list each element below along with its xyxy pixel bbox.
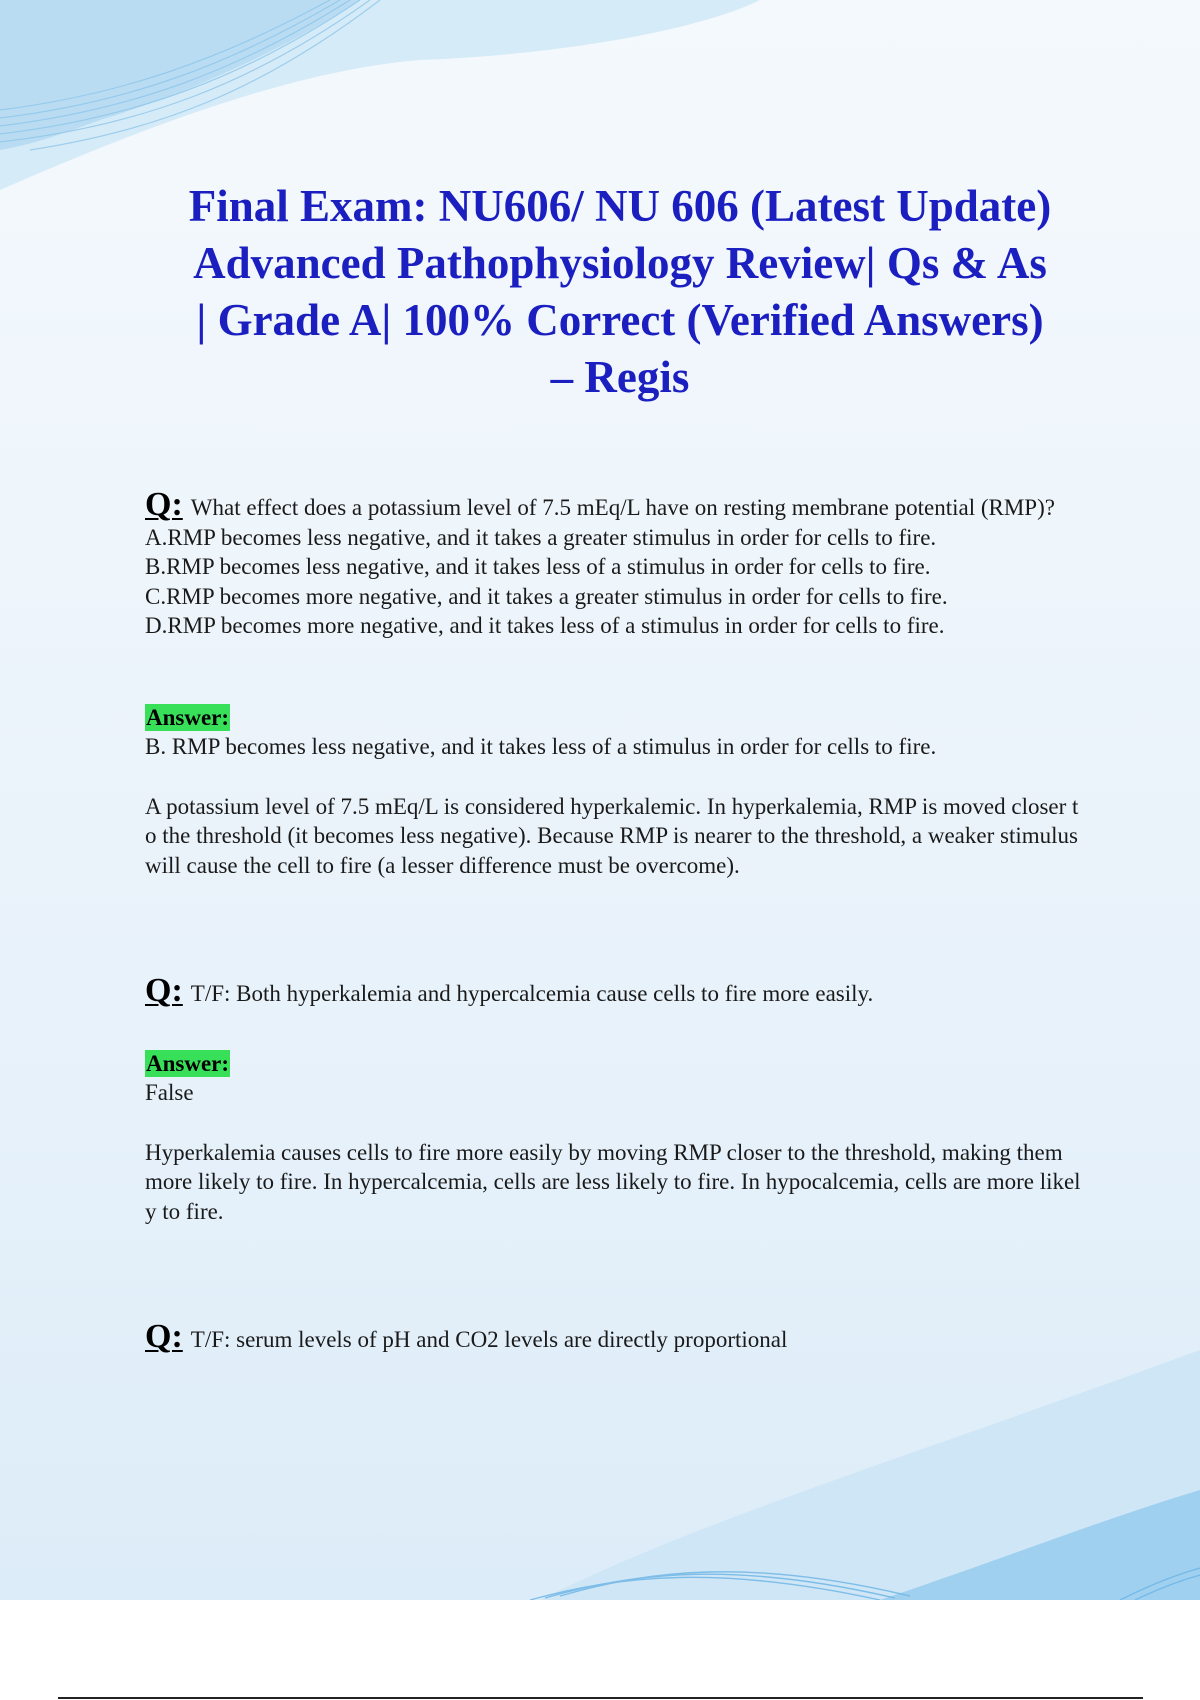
question-label: Q: <box>145 1318 183 1355</box>
question-text: T/F: serum levels of pH and CO2 levels are directly proportional <box>190 1327 788 1352</box>
question-block-3 <box>145 1318 1085 1355</box>
question-block-1 <box>145 486 1085 880</box>
answer-value: B. RMP becomes less negative, and it takes less of a stimulus in order for cells to fire. <box>145 734 937 759</box>
question-2 <box>145 972 1085 1009</box>
question-text: What effect does a potassium level of 7.5 mEq/L have on resting membrane potential (RMP)? <box>190 495 1055 520</box>
question-label: Q: <box>145 972 183 1009</box>
answer-value: False <box>145 1080 194 1105</box>
question-label: Q: <box>145 486 183 523</box>
answer-option-c: C.RMP becomes more negative, and it takes a greater stimulus in order for cells to fire. <box>145 583 948 609</box>
question-1 <box>145 486 1085 523</box>
document-title: Final Exam: NU606/ NU 606 (Latest Update) Advanced Pathophysiology Review| Qs & As | Grade A| 100% Correct (Verified Answers) – Regis <box>188 181 1052 402</box>
answer-explanation: A potassium level of 7.5 mEq/L is considered hyperkalemic. In hyperkalemia, RMP is moved closer to the threshold (it becomes less negative). Because RMP is nearer to the threshold, a weaker stimulus will cause the cell to fire (a lesser difference must be overcome). <box>145 793 1079 878</box>
answer-option-b: B.RMP becomes less negative, and it takes less of a stimulus in order for cells to fire. <box>145 554 931 579</box>
answer-label: Answer: <box>146 1050 230 1076</box>
answer-label: Answer: <box>146 704 230 730</box>
answer-option-d: D.RMP becomes more negative, and it takes less of a stimulus in order for cells to fire. <box>145 613 945 638</box>
qa-content <box>145 486 1085 1355</box>
question-block-2 <box>145 972 1085 1226</box>
answer-explanation: Hyperkalemia causes cells to fire more easily by moving RMP closer to the threshold, making them more likely to fire. In hypercalcemia, cells are less likely to fire. In hypocalcemia, cells are more likely to fire. <box>145 1139 1081 1224</box>
answer-option-a: A.RMP becomes less negative, and it takes a greater stimulus in order for cells to fire. <box>145 524 937 550</box>
bottom-divider <box>58 1697 1143 1699</box>
question-text: T/F: Both hyperkalemia and hypercalcemia cause cells to fire more easily. <box>190 981 874 1006</box>
question-3 <box>145 1318 1085 1355</box>
